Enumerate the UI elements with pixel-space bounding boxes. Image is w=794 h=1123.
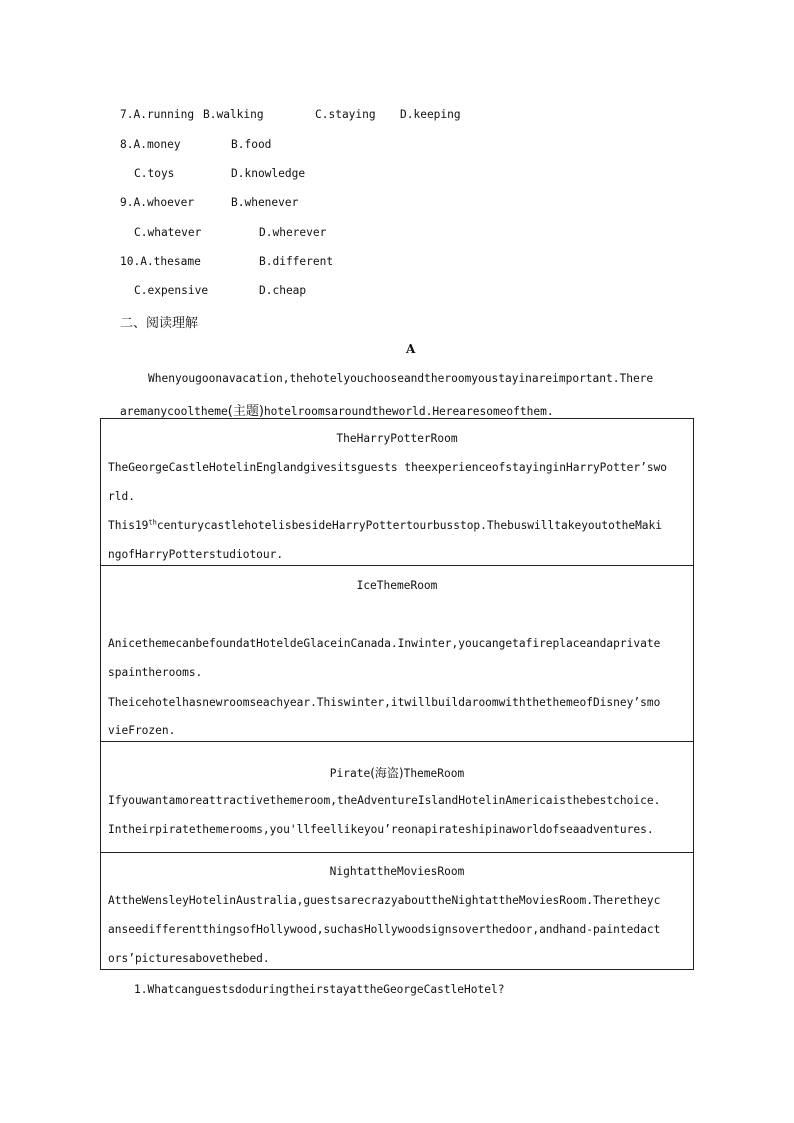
passage-label: A — [406, 342, 416, 356]
ice-theme-line-3: Theicehotelhasnewroomseachyear.Thiswinter,itwillbuildaroomwiththethemeofDisney’smo — [108, 696, 661, 709]
q10-option-c: C.expensive — [134, 284, 209, 297]
pirate-theme-line-1: Ifyouwantamoreattractivethemeroom,theAdventureIslandHotelinAmericaisthebestchoice. — [108, 794, 661, 807]
harry-potter-line-4: ngofHarryPotterstudiotour. — [108, 548, 284, 561]
night-at-movies-room-title: NightattheMoviesRoom — [329, 865, 465, 878]
harry-potter-room-title: TheHarryPotterRoom — [336, 432, 458, 445]
ice-theme-room-title: IceThemeRoom — [356, 579, 438, 592]
q10-option-a: 10.A.thesame — [120, 255, 201, 268]
q9-option-b: B.whenever — [231, 196, 299, 209]
q8-option-d: D.knowledge — [231, 167, 306, 180]
harry-potter-line-1: TheGeorgeCastleHotelinEnglandgivesitsguests theexperienceofstayinginHarryPotter’swo — [108, 461, 668, 474]
q9-option-c: C.whatever — [134, 226, 202, 239]
intro-line-2: aremanycooltheme(主题)hotelroomsaroundtheworld.Herearesomeofthem. — [120, 404, 554, 419]
q10-option-d: D.cheap — [259, 284, 307, 297]
ice-theme-line-1: AnicethemecanbefoundatHoteldeGlaceinCanada.Inwinter,youcangetafireplaceandaprivate — [108, 637, 661, 650]
harry-potter-line-2: rld. — [108, 490, 135, 503]
pirate-theme-room-box — [100, 741, 694, 853]
pirate-theme-room-title: Pirate(海盗)ThemeRoom — [329, 766, 465, 780]
q7-option-a: 7.A.running — [120, 108, 195, 121]
night-at-movies-line-1: AttheWensleyHotelinAustralia,guestsarecrazyabouttheNightattheMoviesRoom.Theretheyc — [108, 894, 661, 907]
q9-option-d: D.wherever — [259, 226, 327, 239]
harry-potter-line-3: This19thcenturycastlehotelisbesideHarryPottertourbusstop.ThebuswilltakeyoutotheMaki — [108, 518, 663, 532]
q8-option-c: C.toys — [134, 167, 175, 180]
question-1: 1.WhatcanguestsdoduringtheirstayattheGeorgeCastleHotel? — [134, 983, 505, 996]
section-heading: 二、阅读理解 — [120, 316, 199, 331]
night-at-movies-line-3: ors’picturesabovethebed. — [108, 952, 270, 965]
intro-line-1: Whenyougoonavacation,thehotelyouchooseandtheroomyoustayinareimportant.There — [148, 372, 654, 385]
q7-option-c: C.staying — [315, 108, 376, 121]
ice-theme-line-4: vieFrozen. — [108, 724, 176, 737]
ice-theme-line-2: spaintherooms. — [108, 666, 203, 679]
q9-option-a: 9.A.whoever — [120, 196, 195, 209]
q7-option-b: B.walking — [203, 108, 264, 121]
harry-potter-room-box — [100, 418, 694, 566]
q10-option-b: B.different — [259, 255, 334, 268]
ice-theme-room-box — [100, 565, 694, 742]
q8-option-a: 8.A.money — [120, 138, 181, 151]
pirate-theme-line-2: Intheirpiratethemerooms,you'llfeellikeyou’reonapirateshipinaworldofseaadventures. — [108, 823, 654, 836]
q7-option-d: D.keeping — [400, 108, 461, 121]
q8-option-b: B.food — [231, 138, 272, 151]
night-at-movies-line-2: anseedifferentthingsofHollywood,suchasHollywoodsignsoverthedoor,andhand-paintedact — [108, 923, 661, 936]
night-at-movies-room-box — [100, 852, 694, 970]
